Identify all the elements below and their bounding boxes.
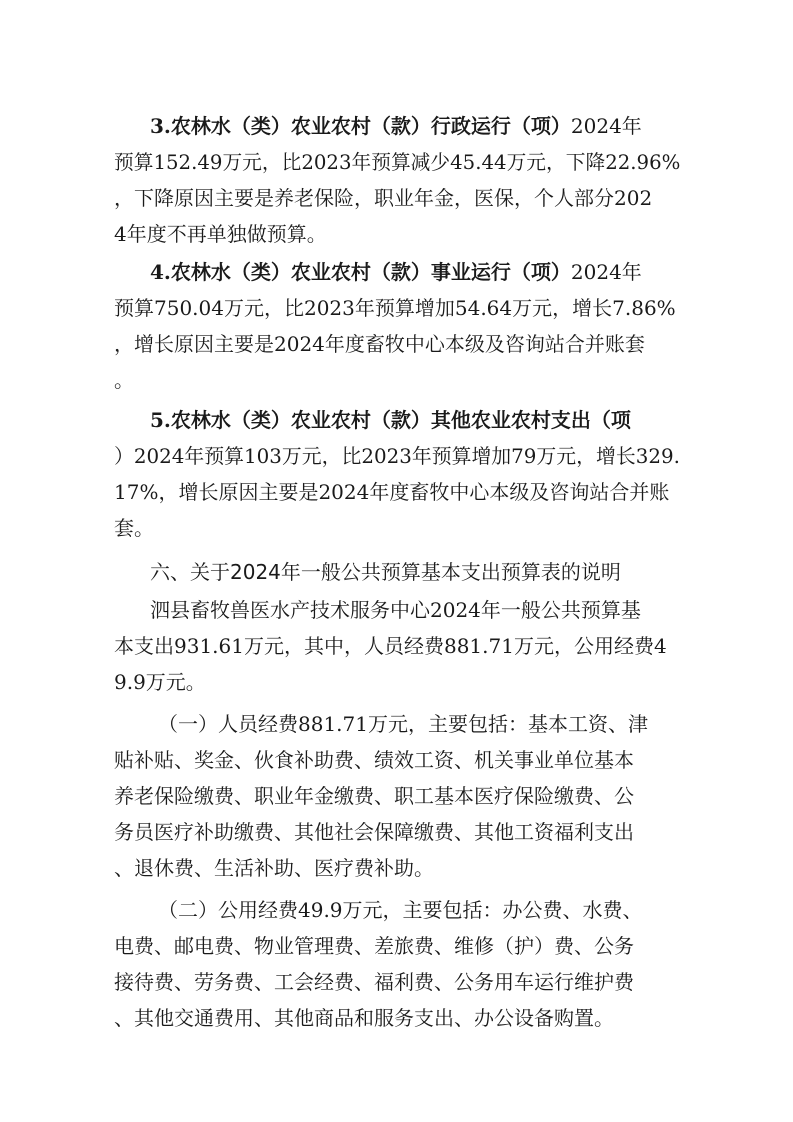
personnel-line-4: 务员医疗补助缴费、其他社会保障缴费、其他工资福利支出 bbox=[114, 820, 634, 844]
item4-line-2: 预算750.04万元，比2023年预算增加54.64万元，增长7.86% bbox=[114, 296, 676, 320]
public-line-4: 、其他交通费用、其他商品和服务支出、办公设备购置。 bbox=[114, 1006, 614, 1030]
item3-line-1 bbox=[150, 112, 642, 140]
item3-line-4: 4年度不再单独做预算。 bbox=[114, 222, 327, 246]
public-line-3: 接待费、劳务费、工会经费、福利费、公务用车运行维护费 bbox=[114, 970, 634, 994]
item3-line1-rest: 2024年 bbox=[570, 114, 642, 138]
item5-line-4: 套。 bbox=[114, 516, 154, 540]
section6-line-1: 泗县畜牧兽医水产技术服务中心2024年一般公共预算基 bbox=[150, 598, 641, 622]
item5-line-2: ）2024年预算103万元，比2023年预算增加79万元，增长329. bbox=[114, 444, 680, 468]
item3-title: 3.农林水（类）农业农村（款）行政运行（项） bbox=[150, 114, 571, 138]
section6-heading: 六、关于2024年一般公共预算基本支出预算表的说明 bbox=[150, 560, 621, 584]
section6-line-3: 9.9万元。 bbox=[114, 670, 206, 694]
personnel-line-1: （一）人员经费881.71万元，主要包括：基本工资、津 bbox=[158, 712, 648, 736]
item5-title: 5.农林水（类）农业农村（款）其他农业农村支出（项 bbox=[150, 408, 631, 432]
personnel-line-5: 、退休费、生活补助、医疗费补助。 bbox=[114, 856, 434, 880]
item4-line1-rest: 2024年 bbox=[570, 260, 642, 284]
personnel-line-2: 贴补贴、奖金、伙食补助费、绩效工资、机关事业单位基本 bbox=[114, 748, 634, 772]
section6-line-2: 本支出931.61万元，其中，人员经费881.71万元，公用经费4 bbox=[114, 634, 667, 658]
item4-line-4: 。 bbox=[114, 368, 134, 392]
item4-line-3: ，增长原因主要是2024年度畜牧中心本级及咨询站合并账套 bbox=[114, 332, 645, 356]
item4-line-1 bbox=[150, 258, 642, 286]
public-line-1: （二）公用经费49.9万元，主要包括：办公费、水费、 bbox=[158, 898, 643, 922]
item5-line-3: 17%，增长原因主要是2024年度畜牧中心本级及咨询站合并账 bbox=[114, 480, 670, 504]
item3-line-2: 预算152.49万元，比2023年预算减少45.44万元，下降22.96% bbox=[114, 150, 681, 174]
item3-line-3: ，下降原因主要是养老保险，职业年金，医保，个人部分202 bbox=[114, 186, 653, 210]
item4-title: 4.农林水（类）农业农村（款）事业运行（项） bbox=[150, 260, 571, 284]
public-line-2: 电费、邮电费、物业管理费、差旅费、维修（护）费、公务 bbox=[114, 934, 634, 958]
personnel-line-3: 养老保险缴费、职业年金缴费、职工基本医疗保险缴费、公 bbox=[114, 784, 634, 808]
